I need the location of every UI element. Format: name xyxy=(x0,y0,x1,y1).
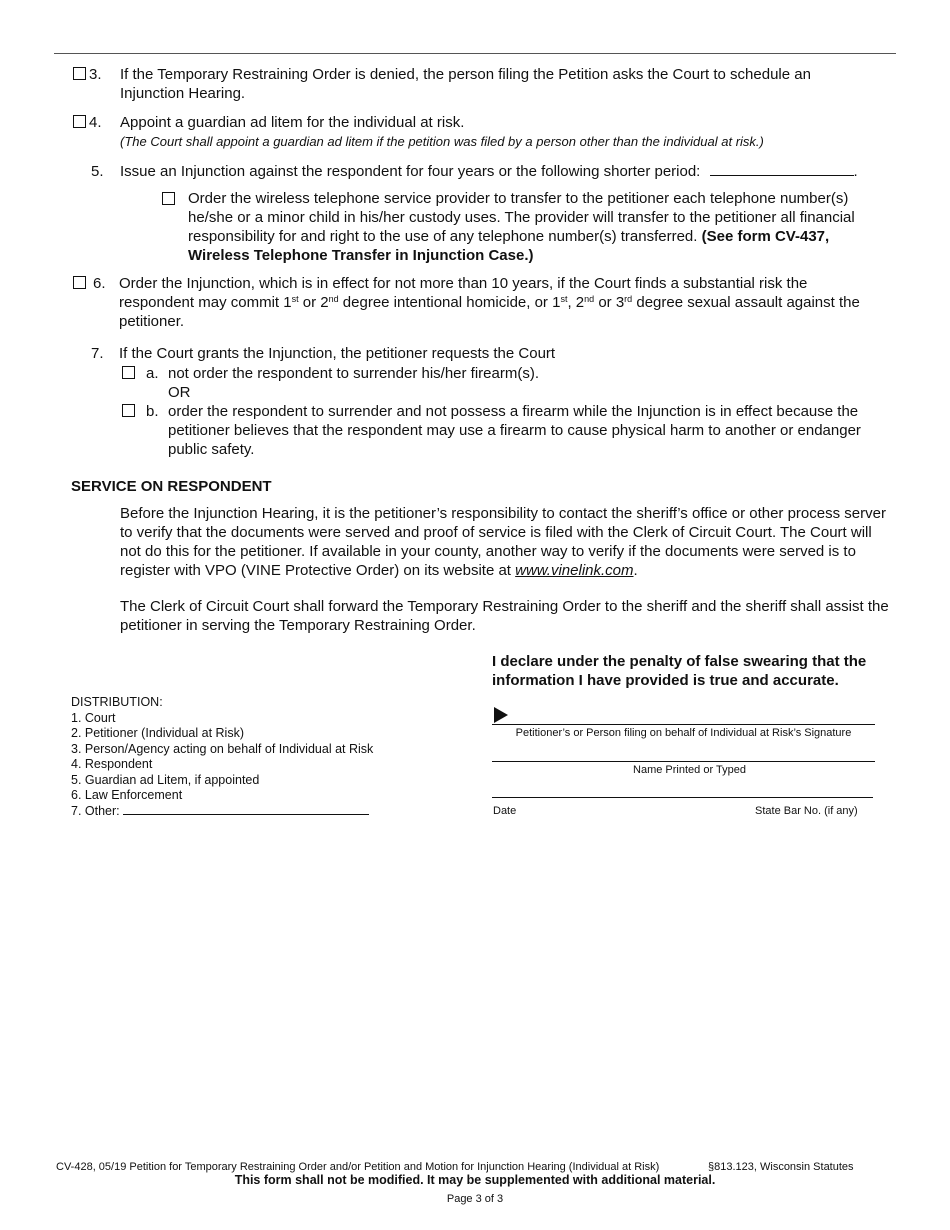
sup-st-1: st xyxy=(291,294,299,304)
top-rule xyxy=(54,53,896,54)
service-paragraph-1-text: Before the Injunction Hearing, it is the petitioner’s responsibility to contact the sheriff’s office or other process server to verify that the documents were served and proof of service is filed with the Clerk of Circuit Court. The Court will not do this for the petitioner. If available in your county, another way to verify if the documents were served is to register with VPO (VINE Protective Order) on its website at xyxy=(120,505,886,579)
signature-arrow-icon xyxy=(494,707,508,723)
item-6-line-1: Order the Injunction, which is in effect for not more than 10 years, if the Court finds a substantial risk the xyxy=(119,275,808,292)
item-6-line-3: petitioner. xyxy=(119,313,185,330)
sup-st-2: st xyxy=(560,294,568,304)
item-7-number: 7. xyxy=(91,345,104,362)
distribution-item: 1. Court xyxy=(71,710,116,725)
date-label: Date xyxy=(493,805,517,817)
item-6-checkbox[interactable] xyxy=(73,276,86,289)
item-7b-text: order the respondent to surrender and not possess a firearm while the Injunction is in effect because the petitioner believes that the respondent may use a firearm to cause physical harm to another or endanger public safety. xyxy=(168,403,861,458)
service-paragraph-1-end: . xyxy=(633,562,638,579)
vinelink-link[interactable]: www.vinelink.com xyxy=(515,562,634,579)
item-6-text-a: respondent may commit 1 xyxy=(119,294,292,311)
signature-label: Petitioner’s or Person filing on behalf of Individual at Risk’s Signature xyxy=(515,727,852,739)
distribution-item: 6. Law Enforcement xyxy=(71,788,183,802)
date-bar-line[interactable] xyxy=(492,797,873,798)
item-4-number: 4. xyxy=(89,114,102,131)
item-7a-checkbox[interactable] xyxy=(122,366,135,379)
wireless-transfer-checkbox[interactable] xyxy=(162,192,175,205)
item-5-end: . xyxy=(853,163,858,180)
name-printed-line[interactable] xyxy=(492,761,875,762)
item-7b-checkbox[interactable] xyxy=(122,404,135,417)
distribution-title: DISTRIBUTION: xyxy=(71,695,163,709)
footer-notice: This form shall not be modified. It may be supplemented with additional material. xyxy=(234,1173,716,1187)
distribution-item: 2. Petitioner (Individual at Risk) xyxy=(71,726,244,740)
declaration: I declare under the penalty of false swearing that the information I have provided is true and accurate. xyxy=(492,653,867,689)
item-4-checkbox[interactable] xyxy=(73,115,86,128)
name-printed-label: Name Printed or Typed xyxy=(633,764,746,776)
item-7-text: If the Court grants the Injunction, the petitioner requests the Court xyxy=(119,345,556,362)
item-3-number: 3. xyxy=(89,66,102,83)
item-6-text-d: , 2 xyxy=(567,294,585,311)
footer-statute: §813.123, Wisconsin Statutes xyxy=(708,1161,854,1173)
wireless-transfer-text xyxy=(188,189,893,265)
distribution-item: 3. Person/Agency acting on behalf of Individual at Risk xyxy=(71,741,374,756)
item-3-checkbox[interactable] xyxy=(73,67,86,80)
footer-form-id: CV-428, 05/19 Petition for Temporary Restraining Order and/or Petition and Motion for Injunction Hearing (Individual at Risk) xyxy=(56,1161,660,1173)
sup-rd: rd xyxy=(624,294,633,304)
item-5-text: Issue an Injunction against the respondent for four years or the following shorter period: xyxy=(120,163,701,180)
shorter-period-field[interactable] xyxy=(710,175,854,176)
item-6-text-b: or 2 xyxy=(298,294,329,311)
distribution-other-label: 7. Other: xyxy=(71,803,120,818)
distribution-item: 4. Respondent xyxy=(71,757,153,771)
item-7b-label: b. xyxy=(146,403,159,420)
distribution-other-row xyxy=(71,804,431,820)
item-4-note: (The Court shall appoint a guardian ad litem if the petition was filed by a person other than the individual at risk.) xyxy=(120,134,764,149)
state-bar-label: State Bar No. (if any) xyxy=(755,805,858,817)
wireless-transfer-reference: (See form CV-437, Wireless Telephone Transfer in Injunction Case.) xyxy=(188,228,830,264)
distribution-item: 5. Guardian ad Litem, if appointed xyxy=(71,772,260,787)
service-heading: SERVICE ON RESPONDENT xyxy=(71,478,272,495)
item-6-text-c: degree intentional homicide, or 1 xyxy=(338,294,561,311)
item-6-number: 6. xyxy=(93,275,106,292)
item-6-text-f: degree sexual assault against the xyxy=(632,294,860,311)
sup-nd-2: nd xyxy=(584,294,595,304)
signature-line[interactable] xyxy=(492,724,875,725)
sup-nd-1: nd xyxy=(328,294,339,304)
wireless-transfer-body: Order the wireless telephone service provider to transfer to the petitioner each telephone number(s) he/she or a minor child in his/her custody uses. The provider will transfer to the petitioner all financial responsibility for and right to the use of any telephone number(s) transferred. xyxy=(188,190,855,245)
item-4-text: Appoint a guardian ad litem for the individual at risk. xyxy=(120,114,465,131)
item-7a-label: a. xyxy=(146,365,159,382)
item-6-text-e: or 3 xyxy=(594,294,625,311)
item-3-text: If the Temporary Restraining Order is denied, the person filing the Petition asks the Court to schedule an Injunction Hearing. xyxy=(120,66,811,102)
distribution-other-field[interactable] xyxy=(123,814,369,815)
footer-page-number: Page 3 of 3 xyxy=(446,1193,504,1205)
item-6-line-2 xyxy=(119,293,909,312)
service-paragraph-1 xyxy=(120,504,895,580)
item-5-number: 5. xyxy=(91,163,104,180)
item-7a-text: not order the respondent to surrender his/her firearm(s). xyxy=(168,365,540,382)
item-5-line xyxy=(120,162,900,181)
item-7-or: OR xyxy=(168,384,191,401)
distribution-list xyxy=(71,695,431,819)
service-paragraph-2: The Clerk of Circuit Court shall forward the Temporary Restraining Order to the sheriff and the sheriff shall assist the petitioner in serving the Temporary Restraining Order. xyxy=(120,598,889,634)
